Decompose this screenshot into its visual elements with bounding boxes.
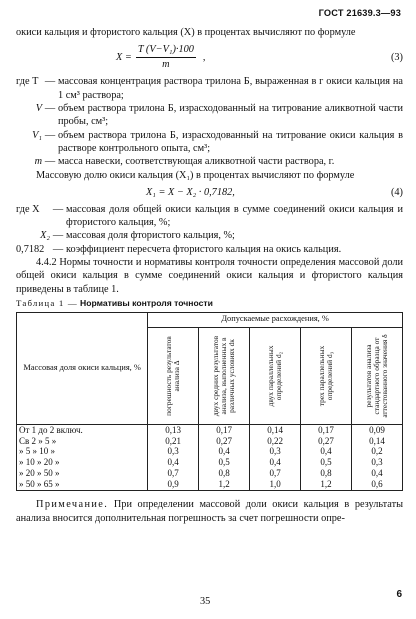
table-cell: 0,5 bbox=[199, 457, 250, 468]
table-row bbox=[17, 468, 403, 479]
table-cell: » 20 » 50 » bbox=[17, 468, 148, 479]
formula-3 bbox=[16, 43, 403, 71]
def-description: массовая доля общей окиси кальция в сумме соединений окиси кальция и фтористого кальция, %; bbox=[66, 203, 403, 228]
table-cell: 0,3 bbox=[352, 457, 403, 468]
table-cell: 0,4 bbox=[352, 468, 403, 479]
standard-header: ГОСТ 21639.3—93 bbox=[318, 8, 401, 18]
def-symbol: 0,7182 bbox=[16, 243, 45, 255]
def-symbol: V bbox=[35, 102, 42, 114]
formula-4-expression: X₁ = X − X₂ · 0,7182, bbox=[146, 187, 235, 199]
definitions-2 bbox=[16, 203, 403, 257]
def-dash: — bbox=[44, 76, 56, 88]
table-cell: Св 2 » 5 » bbox=[17, 436, 148, 447]
table-cell: 1,2 bbox=[199, 479, 250, 490]
def-dash: — bbox=[52, 203, 64, 215]
table-cell: 0,8 bbox=[301, 468, 352, 479]
def-description: массовая концентрация раствора трилона Б, выраженная в г окиси кальция на 1 см³ раствора; bbox=[58, 76, 403, 101]
table-cell: 1,0 bbox=[250, 479, 301, 490]
table-cell: 0,3 bbox=[250, 446, 301, 457]
table-cell: 0,14 bbox=[250, 424, 301, 435]
def-dash: — bbox=[44, 129, 56, 141]
col-header-mass-fraction: Массовая доля окиси кальция, % bbox=[17, 312, 148, 424]
table-cell: 0,7 bbox=[250, 468, 301, 479]
table-cell: 0,27 bbox=[199, 436, 250, 447]
side-number: 6 bbox=[396, 589, 402, 600]
accuracy-table bbox=[16, 312, 403, 492]
table-cell: 0,17 bbox=[301, 424, 352, 435]
table-cell: 0,3 bbox=[148, 446, 199, 457]
table-cell: » 5 » 10 » bbox=[17, 446, 148, 457]
table-note bbox=[16, 498, 403, 525]
def-description: коэффициент пересчета фтористого кальция на окись кальция. bbox=[66, 243, 342, 255]
def-dash: — bbox=[44, 102, 56, 114]
def-symbol: V₁ bbox=[32, 129, 42, 141]
table-cell: 0,4 bbox=[199, 446, 250, 457]
note-label: Примечание. bbox=[36, 499, 109, 511]
def-symbol: m bbox=[34, 156, 42, 168]
definitions-1 bbox=[16, 75, 403, 169]
table-row bbox=[17, 457, 403, 468]
formula-3-fraction bbox=[136, 43, 196, 71]
table-cell: » 10 » 20 » bbox=[17, 457, 148, 468]
table-cell: 0,4 bbox=[301, 446, 352, 457]
table-row bbox=[17, 436, 403, 447]
table-cell: 0,9 bbox=[148, 479, 199, 490]
def-dash: — bbox=[52, 230, 64, 242]
col-header-two-means: двух средних результатов анализа, выполненных в различных условиях dк bbox=[199, 327, 250, 424]
table-cell: 0,22 bbox=[250, 436, 301, 447]
formula-4-number: (4) bbox=[390, 187, 403, 199]
paragraph-4-4-2: 4.4.2 Нормы точности и нормативы контроля точности определения массовой доли общей окиси кальция в сумме соединений окиси кальция и фтористого кальция приведены в таблице 1. bbox=[16, 257, 403, 295]
def-description: объем раствора трилона Б, израсходованный на титрование аликвотной части пробы, см³; bbox=[58, 102, 403, 128]
body-text bbox=[16, 26, 403, 525]
def-dash: — bbox=[52, 243, 64, 255]
formula-3-tail: , bbox=[202, 51, 206, 63]
table-caption-title: Нормативы контроля точности bbox=[80, 298, 213, 309]
table-cell: 0,8 bbox=[199, 468, 250, 479]
table-cell: 0,14 bbox=[352, 436, 403, 447]
col-header-three-parallel: трех параллельных определений d₃ bbox=[301, 327, 352, 424]
table-cell: 0,7 bbox=[148, 468, 199, 479]
paragraph-2: Массовую долю окиси кальция (X₁) в процентах вычисляют по формуле bbox=[36, 169, 355, 181]
table-cell: 0,5 bbox=[301, 457, 352, 468]
formula-3-denominator: m bbox=[162, 58, 170, 70]
def-symbol: где T bbox=[16, 76, 39, 88]
table-cell: 0,4 bbox=[148, 457, 199, 468]
table-cell: 0,17 bbox=[199, 424, 250, 435]
table-cell: 0,2 bbox=[352, 446, 403, 457]
table-cell: 1,2 bbox=[301, 479, 352, 490]
col-group-header: Допускаемые расхождения, % bbox=[148, 312, 403, 327]
def-symbol: где X bbox=[16, 203, 40, 215]
formula-3-number: (3) bbox=[390, 51, 403, 63]
table-cell: 0,6 bbox=[352, 479, 403, 490]
table-row bbox=[17, 424, 403, 435]
formula-4 bbox=[16, 186, 403, 199]
table-cell: 0,13 bbox=[148, 424, 199, 435]
def-symbol: X₂ bbox=[40, 230, 50, 242]
formula-3-numerator: T (V−V₁)·100 bbox=[136, 43, 196, 57]
page-number: 35 bbox=[200, 596, 211, 607]
formula-3-lhs: X = bbox=[116, 51, 132, 63]
col-header-standard-sample: результатов анализа стандартного образца от аттестованного значения δ bbox=[352, 327, 403, 424]
table-cell: » 50 » 65 » bbox=[17, 479, 148, 490]
table-row bbox=[17, 479, 403, 490]
table-cell: 0,09 bbox=[352, 424, 403, 435]
def-description: массовая доля фтористого кальция, %; bbox=[66, 230, 235, 242]
table-cell: 0,21 bbox=[148, 436, 199, 447]
col-header-two-parallel: двух параллельных определений d₂ bbox=[250, 327, 301, 424]
col-header-error: погрешность результатов анализа Δ bbox=[148, 327, 199, 424]
table-caption bbox=[16, 298, 403, 309]
table-cell: 0,27 bbox=[301, 436, 352, 447]
table-cell: 0,4 bbox=[250, 457, 301, 468]
note-text: При определении массовой доли окиси кальция в результаты анализа вносится дополнительная погрешность за счет погрешности опре- bbox=[16, 499, 403, 524]
table-row bbox=[17, 446, 403, 457]
table-cell: От 1 до 2 включ. bbox=[17, 424, 148, 435]
intro-paragraph: окиси кальция и фтористого кальция (X) в процентах вычисляют по формуле bbox=[16, 27, 356, 38]
table-caption-number: Таблица 1 — bbox=[16, 298, 78, 309]
def-description: объем раствора трилона Б, израсходованный на титрование окиси кальция в растворе контрольного опыта, см³; bbox=[58, 129, 403, 154]
def-description: масса навески, соответствующая аликвотной части раствора, г. bbox=[58, 156, 335, 168]
def-dash: — bbox=[44, 156, 56, 168]
